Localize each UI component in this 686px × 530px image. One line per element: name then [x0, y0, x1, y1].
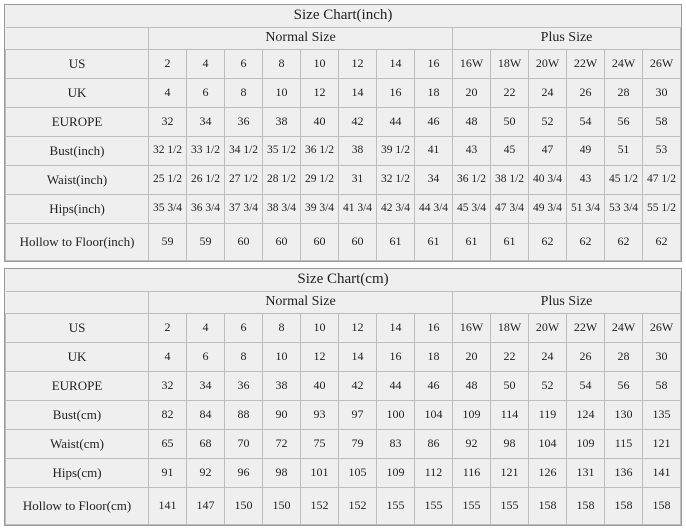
cell: 109	[377, 459, 415, 488]
cell: 34	[187, 108, 225, 137]
cell: 42 3/4	[377, 195, 415, 224]
cell: 45 1/2	[605, 166, 643, 195]
cell: 53 3/4	[605, 195, 643, 224]
row-label: EUROPE	[6, 372, 149, 401]
cell: 109	[453, 401, 491, 430]
cell: 22W	[567, 50, 605, 79]
cell: 155	[491, 488, 529, 525]
cell: 38	[263, 372, 301, 401]
cell: 14	[339, 343, 377, 372]
cell: 121	[643, 430, 681, 459]
cell: 33 1/2	[187, 137, 225, 166]
cell: 8	[225, 79, 263, 108]
cell: 10	[301, 50, 339, 79]
cell: 54	[567, 108, 605, 137]
chart-title: Size Chart(inch)	[6, 5, 681, 28]
cell: 16	[377, 79, 415, 108]
cell: 30	[643, 343, 681, 372]
cell: 54	[567, 372, 605, 401]
cell: 36 1/2	[453, 166, 491, 195]
cell: 141	[643, 459, 681, 488]
cell: 60	[263, 224, 301, 261]
cell: 18	[415, 79, 453, 108]
table-group-row	[6, 28, 681, 50]
cell: 28 1/2	[263, 166, 301, 195]
cell: 35 3/4	[149, 195, 187, 224]
cell: 20	[453, 79, 491, 108]
cell: 34	[187, 372, 225, 401]
cell: 98	[491, 430, 529, 459]
cell: 58	[643, 108, 681, 137]
cell: 86	[415, 430, 453, 459]
cell: 22	[491, 79, 529, 108]
chart-title: Size Chart(cm)	[6, 269, 681, 292]
cell: 62	[529, 224, 567, 261]
row-label: Hips(cm)	[6, 459, 149, 488]
cell: 4	[149, 343, 187, 372]
cell: 98	[263, 459, 301, 488]
row-label: Waist(inch)	[6, 166, 149, 195]
table-row	[6, 137, 681, 166]
cell: 40 3/4	[529, 166, 567, 195]
cell: 46	[415, 108, 453, 137]
cell: 40	[301, 372, 339, 401]
cell: 32	[149, 108, 187, 137]
cell: 16	[415, 50, 453, 79]
cell: 55 1/2	[643, 195, 681, 224]
cell: 26W	[643, 314, 681, 343]
cell: 31	[339, 166, 377, 195]
cell: 12	[339, 50, 377, 79]
cell: 158	[529, 488, 567, 525]
cell: 20	[453, 343, 491, 372]
cell: 152	[301, 488, 339, 525]
table-row	[6, 166, 681, 195]
cell: 6	[187, 343, 225, 372]
cell: 36 1/2	[301, 137, 339, 166]
cell: 62	[567, 224, 605, 261]
cell: 2	[149, 50, 187, 79]
cell: 10	[263, 343, 301, 372]
cell: 152	[339, 488, 377, 525]
cell: 88	[225, 401, 263, 430]
cell: 43	[567, 166, 605, 195]
cell: 24W	[605, 314, 643, 343]
table-row	[6, 343, 681, 372]
cell: 70	[225, 430, 263, 459]
cell: 25 1/2	[149, 166, 187, 195]
cell: 16	[377, 343, 415, 372]
cell: 84	[187, 401, 225, 430]
cell: 18W	[491, 314, 529, 343]
cell: 37 3/4	[225, 195, 263, 224]
cell: 59	[187, 224, 225, 261]
cell: 8	[263, 50, 301, 79]
cell: 38	[263, 108, 301, 137]
cell: 32 1/2	[149, 137, 187, 166]
cell: 51 3/4	[567, 195, 605, 224]
cell: 2	[149, 314, 187, 343]
cell: 92	[187, 459, 225, 488]
cell: 104	[415, 401, 453, 430]
cell: 101	[301, 459, 339, 488]
cell: 46	[415, 372, 453, 401]
cell: 136	[605, 459, 643, 488]
cell: 114	[491, 401, 529, 430]
cell: 61	[453, 224, 491, 261]
cell: 150	[225, 488, 263, 525]
table-row	[6, 108, 681, 137]
table-row	[6, 50, 681, 79]
cell: 83	[377, 430, 415, 459]
row-label: Hollow to Floor(cm)	[6, 488, 149, 525]
cell: 14	[377, 50, 415, 79]
cell: 4	[187, 314, 225, 343]
cell: 24W	[605, 50, 643, 79]
cell: 45	[491, 137, 529, 166]
table-group-row	[6, 292, 681, 314]
group-blank-cell	[6, 292, 149, 314]
cell: 26 1/2	[187, 166, 225, 195]
cell: 141	[149, 488, 187, 525]
table-row	[6, 401, 681, 430]
size-table-inch	[5, 5, 681, 261]
row-label: US	[6, 314, 149, 343]
cell: 41 3/4	[339, 195, 377, 224]
group-plus-size: Plus Size	[453, 292, 681, 314]
cell: 36	[225, 108, 263, 137]
cell: 29 1/2	[301, 166, 339, 195]
cell: 14	[339, 79, 377, 108]
cell: 10	[301, 314, 339, 343]
cell: 32 1/2	[377, 166, 415, 195]
cell: 10	[263, 79, 301, 108]
cell: 12	[301, 79, 339, 108]
row-label: Bust(inch)	[6, 137, 149, 166]
cell: 68	[187, 430, 225, 459]
cell: 60	[339, 224, 377, 261]
cell: 20W	[529, 314, 567, 343]
cell: 42	[339, 372, 377, 401]
cell: 38 1/2	[491, 166, 529, 195]
cell: 79	[339, 430, 377, 459]
cell: 18W	[491, 50, 529, 79]
table-row	[6, 79, 681, 108]
cell: 100	[377, 401, 415, 430]
cell: 53	[643, 137, 681, 166]
cell: 8	[263, 314, 301, 343]
cell: 4	[187, 50, 225, 79]
cell: 60	[301, 224, 339, 261]
cell: 75	[301, 430, 339, 459]
cell: 41	[415, 137, 453, 166]
table-title-row	[6, 5, 681, 28]
row-label: Hollow to Floor(inch)	[6, 224, 149, 261]
cell: 52	[529, 372, 567, 401]
cell: 26	[567, 343, 605, 372]
cell: 97	[339, 401, 377, 430]
table-row	[6, 372, 681, 401]
table-row	[6, 195, 681, 224]
table-row	[6, 488, 681, 525]
cell: 20W	[529, 50, 567, 79]
cell: 61	[415, 224, 453, 261]
cell: 35 1/2	[263, 137, 301, 166]
cell: 48	[453, 108, 491, 137]
cell: 47	[529, 137, 567, 166]
cell: 34 1/2	[225, 137, 263, 166]
cell: 121	[491, 459, 529, 488]
cell: 147	[187, 488, 225, 525]
cell: 8	[225, 343, 263, 372]
size-chart-cm	[4, 268, 682, 526]
cell: 6	[225, 50, 263, 79]
cell: 45 3/4	[453, 195, 491, 224]
cell: 62	[643, 224, 681, 261]
cell: 18	[415, 343, 453, 372]
cell: 44	[377, 372, 415, 401]
cell: 62	[605, 224, 643, 261]
cell: 32	[149, 372, 187, 401]
cell: 49	[567, 137, 605, 166]
row-label: UK	[6, 79, 149, 108]
cell: 48	[453, 372, 491, 401]
row-label: US	[6, 50, 149, 79]
table-row	[6, 314, 681, 343]
cell: 59	[149, 224, 187, 261]
cell: 119	[529, 401, 567, 430]
cell: 116	[453, 459, 491, 488]
cell: 104	[529, 430, 567, 459]
cell: 96	[225, 459, 263, 488]
cell: 28	[605, 79, 643, 108]
cell: 82	[149, 401, 187, 430]
cell: 22	[491, 343, 529, 372]
cell: 49 3/4	[529, 195, 567, 224]
cell: 28	[605, 343, 643, 372]
cell: 38	[339, 137, 377, 166]
group-plus-size: Plus Size	[453, 28, 681, 50]
cell: 150	[263, 488, 301, 525]
cell: 27 1/2	[225, 166, 263, 195]
cell: 43	[453, 137, 491, 166]
cell: 39 3/4	[301, 195, 339, 224]
row-label: UK	[6, 343, 149, 372]
cell: 92	[453, 430, 491, 459]
group-normal-size: Normal Size	[149, 292, 453, 314]
cell: 36 3/4	[187, 195, 225, 224]
cell: 16	[415, 314, 453, 343]
cell: 42	[339, 108, 377, 137]
row-label: Waist(cm)	[6, 430, 149, 459]
cell: 126	[529, 459, 567, 488]
cell: 16W	[453, 314, 491, 343]
cell: 51	[605, 137, 643, 166]
cell: 93	[301, 401, 339, 430]
cell: 91	[149, 459, 187, 488]
cell: 109	[567, 430, 605, 459]
cell: 65	[149, 430, 187, 459]
cell: 58	[643, 372, 681, 401]
size-chart-inch	[4, 4, 682, 262]
size-table-cm	[5, 269, 681, 525]
group-blank-cell	[6, 28, 149, 50]
cell: 40	[301, 108, 339, 137]
cell: 56	[605, 372, 643, 401]
cell: 16W	[453, 50, 491, 79]
cell: 155	[377, 488, 415, 525]
group-normal-size: Normal Size	[149, 28, 453, 50]
cell: 24	[529, 343, 567, 372]
cell: 26	[567, 79, 605, 108]
cell: 158	[605, 488, 643, 525]
cell: 155	[415, 488, 453, 525]
row-label: Hips(inch)	[6, 195, 149, 224]
cell: 36	[225, 372, 263, 401]
cell: 44 3/4	[415, 195, 453, 224]
cell: 131	[567, 459, 605, 488]
row-label: Bust(cm)	[6, 401, 149, 430]
cell: 6	[225, 314, 263, 343]
cell: 50	[491, 372, 529, 401]
cell: 12	[301, 343, 339, 372]
table-title-row	[6, 269, 681, 292]
cell: 6	[187, 79, 225, 108]
cell: 50	[491, 108, 529, 137]
cell: 34	[415, 166, 453, 195]
cell: 105	[339, 459, 377, 488]
cell: 155	[453, 488, 491, 525]
cell: 72	[263, 430, 301, 459]
table-row	[6, 459, 681, 488]
cell: 52	[529, 108, 567, 137]
cell: 30	[643, 79, 681, 108]
cell: 115	[605, 430, 643, 459]
cell: 47 3/4	[491, 195, 529, 224]
cell: 158	[567, 488, 605, 525]
cell: 12	[339, 314, 377, 343]
cell: 26W	[643, 50, 681, 79]
cell: 90	[263, 401, 301, 430]
cell: 38 3/4	[263, 195, 301, 224]
cell: 61	[491, 224, 529, 261]
cell: 44	[377, 108, 415, 137]
cell: 124	[567, 401, 605, 430]
table-row	[6, 430, 681, 459]
cell: 158	[643, 488, 681, 525]
cell: 4	[149, 79, 187, 108]
cell: 39 1/2	[377, 137, 415, 166]
cell: 22W	[567, 314, 605, 343]
cell: 47 1/2	[643, 166, 681, 195]
cell: 130	[605, 401, 643, 430]
cell: 24	[529, 79, 567, 108]
cell: 56	[605, 108, 643, 137]
cell: 61	[377, 224, 415, 261]
cell: 135	[643, 401, 681, 430]
cell: 14	[377, 314, 415, 343]
cell: 60	[225, 224, 263, 261]
row-label: EUROPE	[6, 108, 149, 137]
table-row	[6, 224, 681, 261]
cell: 112	[415, 459, 453, 488]
